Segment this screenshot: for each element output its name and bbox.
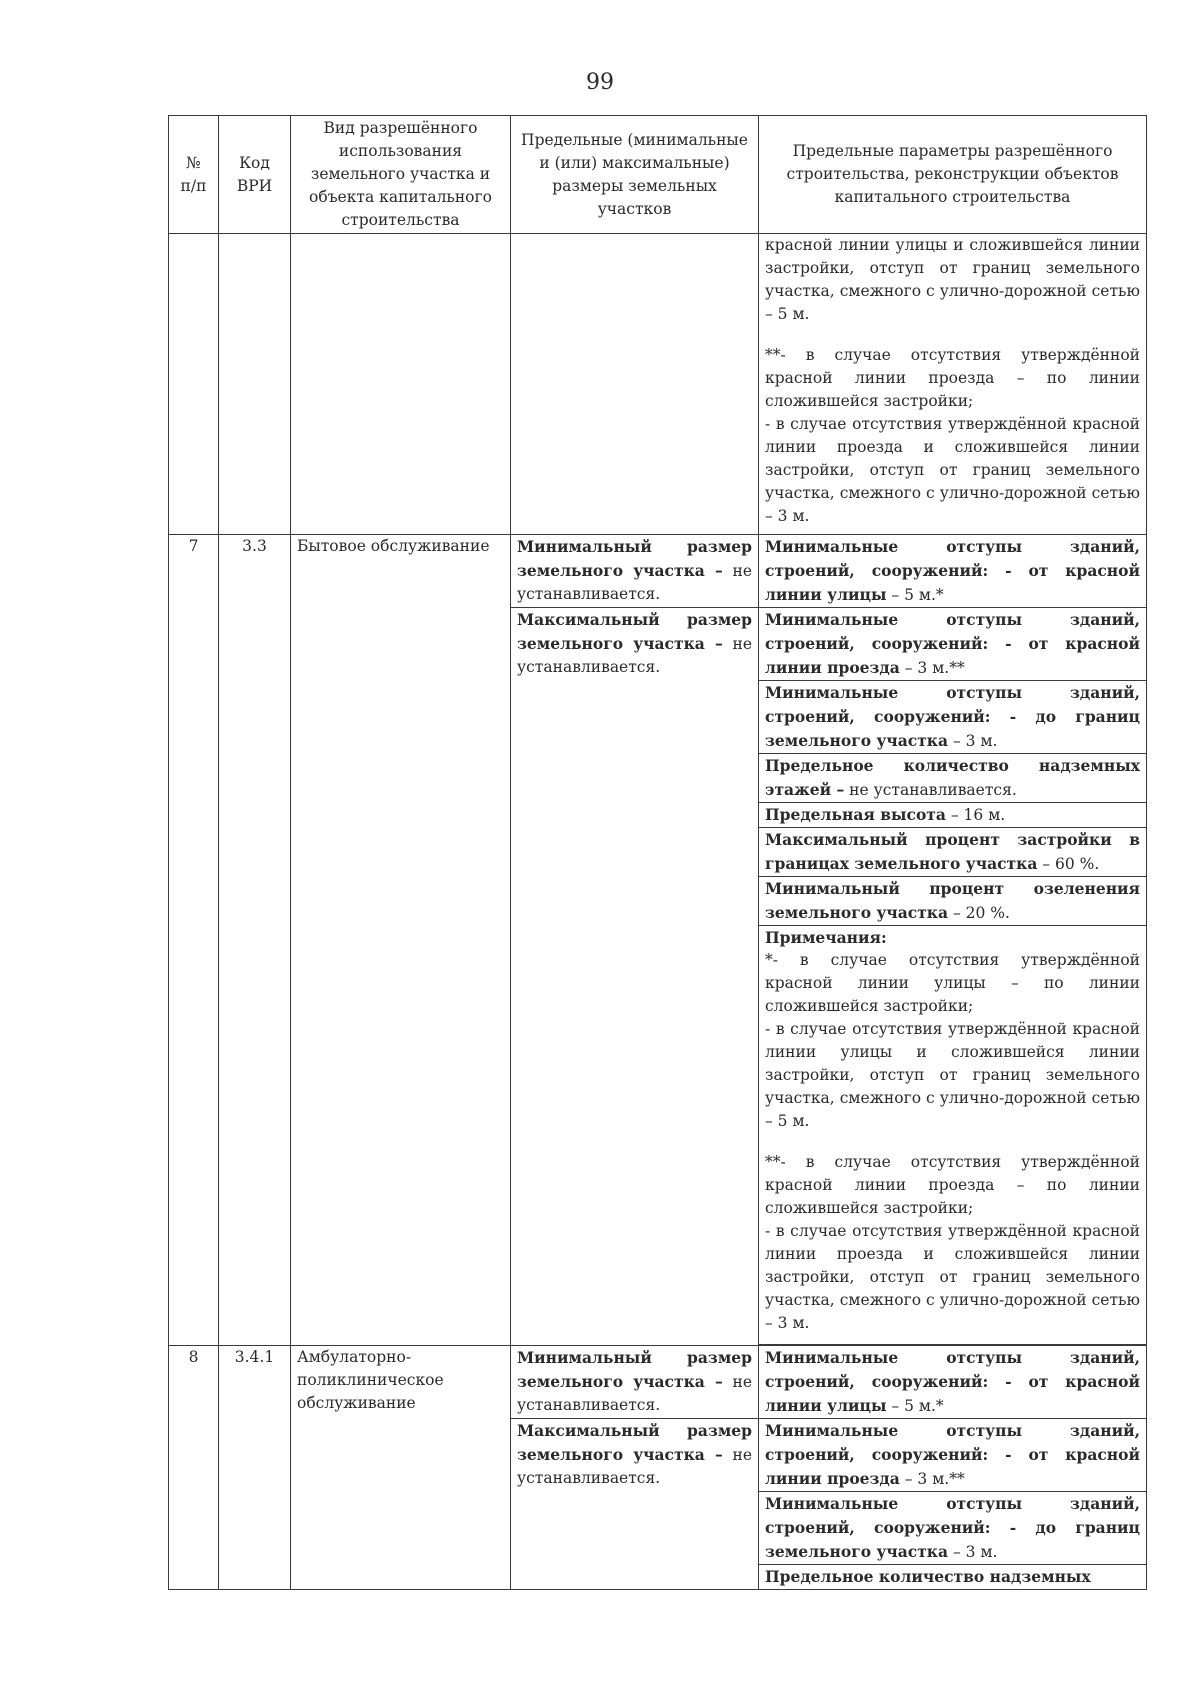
table-header-row	[169, 116, 1147, 234]
header-number: № п/п	[169, 116, 219, 234]
notes-title: Примечания:	[765, 928, 887, 947]
param-cell: Минимальные отступы зданий, строений, сооружений: - до границ земельного участка – 3 м.	[759, 681, 1147, 754]
table-row-7	[169, 535, 1147, 608]
continuation-notes	[759, 234, 1147, 535]
regulations-table	[168, 115, 1147, 1590]
table-row-continuation	[169, 234, 1147, 535]
header-plot-sizes: Предельные (минимальные и (или) максимальные) размеры земельных участков	[511, 116, 759, 234]
note-paragraph: - в случае отсутствия утверждённой красной линии проезда и сложившейся линии застройки, отступ от границ земельного участка, смежного с улично-дорожной сетью – 3 м.	[765, 415, 1140, 525]
header-code: Код ВРИ	[219, 116, 291, 234]
param-cell: Минимальные отступы зданий, строений, сооружений: - от красной линии проезда – 3 м.**	[759, 608, 1147, 681]
row-code: 3.3	[219, 535, 291, 1346]
note-paragraph: - в случае отсутствия утверждённой красной линии улицы и сложившейся линии застройки, отступ от границ земельного участка, смежного с улично-дорожной сетью – 5 м.	[765, 1020, 1140, 1130]
note-paragraph: *- в случае отсутствия утверждённой красной линии улицы – по линии сложившейся застройки;	[765, 951, 1140, 1015]
param-cell: Минимальный процент озеленения земельного участка – 20 %.	[759, 877, 1147, 926]
notes-cell	[759, 926, 1147, 1345]
max-plot-size: Максимальный размер земельного участка – не устанавливается.	[511, 608, 759, 1346]
param-cell: Минимальные отступы зданий, строений, сооружений: - от красной линии улицы – 5 м.*	[759, 1346, 1147, 1419]
row-use-type: Амбулаторно-поликлиническое обслуживание	[291, 1346, 511, 1590]
row-code: 3.4.1	[219, 1346, 291, 1590]
row-number: 8	[169, 1346, 219, 1590]
page-number: 99	[586, 70, 614, 95]
param-cell: Предельное количество надземных этажей – не устанавливается.	[759, 754, 1147, 803]
min-plot-size: Минимальный размер земельного участка – не устанавливается.	[511, 535, 759, 608]
param-cell: Минимальные отступы зданий, строений, сооружений: - от красной линии улицы – 5 м.*	[759, 535, 1147, 608]
param-cell: Предельное количество надземных	[759, 1565, 1147, 1590]
min-plot-size: Минимальный размер земельного участка – не устанавливается.	[511, 1346, 759, 1419]
header-build-params: Предельные параметры разрешённого строительства, реконструкции объектов капитального строительства	[759, 116, 1147, 234]
note-paragraph: **- в случае отсутствия утверждённой красной линии проезда – по линии сложившейся застройки;	[765, 1153, 1140, 1217]
row-number: 7	[169, 535, 219, 1346]
param-cell: Максимальный процент застройки в границах земельного участка – 60 %.	[759, 828, 1147, 877]
note-paragraph: - в случае отсутствия утверждённой красной линии проезда и сложившейся линии застройки, отступ от границ земельного участка, смежного с улично-дорожной сетью – 3 м.	[765, 1222, 1140, 1332]
header-use-type: Вид разрешённого использования земельного участка и объекта капитального строительства	[291, 116, 511, 234]
note-paragraph: **- в случае отсутствия утверждённой красной линии проезда – по линии сложившейся застройки;	[765, 346, 1140, 410]
param-cell: Минимальные отступы зданий, строений, сооружений: - от красной линии проезда – 3 м.**	[759, 1419, 1147, 1492]
param-cell: Предельная высота – 16 м.	[759, 803, 1147, 828]
param-cell: Минимальные отступы зданий, строений, сооружений: - до границ земельного участка – 3 м.	[759, 1492, 1147, 1565]
note-paragraph: красной линии улицы и сложившейся линии застройки, отступ от границ земельного участка, смежного с улично-дорожной сетью – 5 м.	[765, 236, 1140, 323]
table-row-8	[169, 1346, 1147, 1419]
row-use-type: Бытовое обслуживание	[291, 535, 511, 1346]
max-plot-size: Максимальный размер земельного участка – не устанавливается.	[511, 1419, 759, 1590]
